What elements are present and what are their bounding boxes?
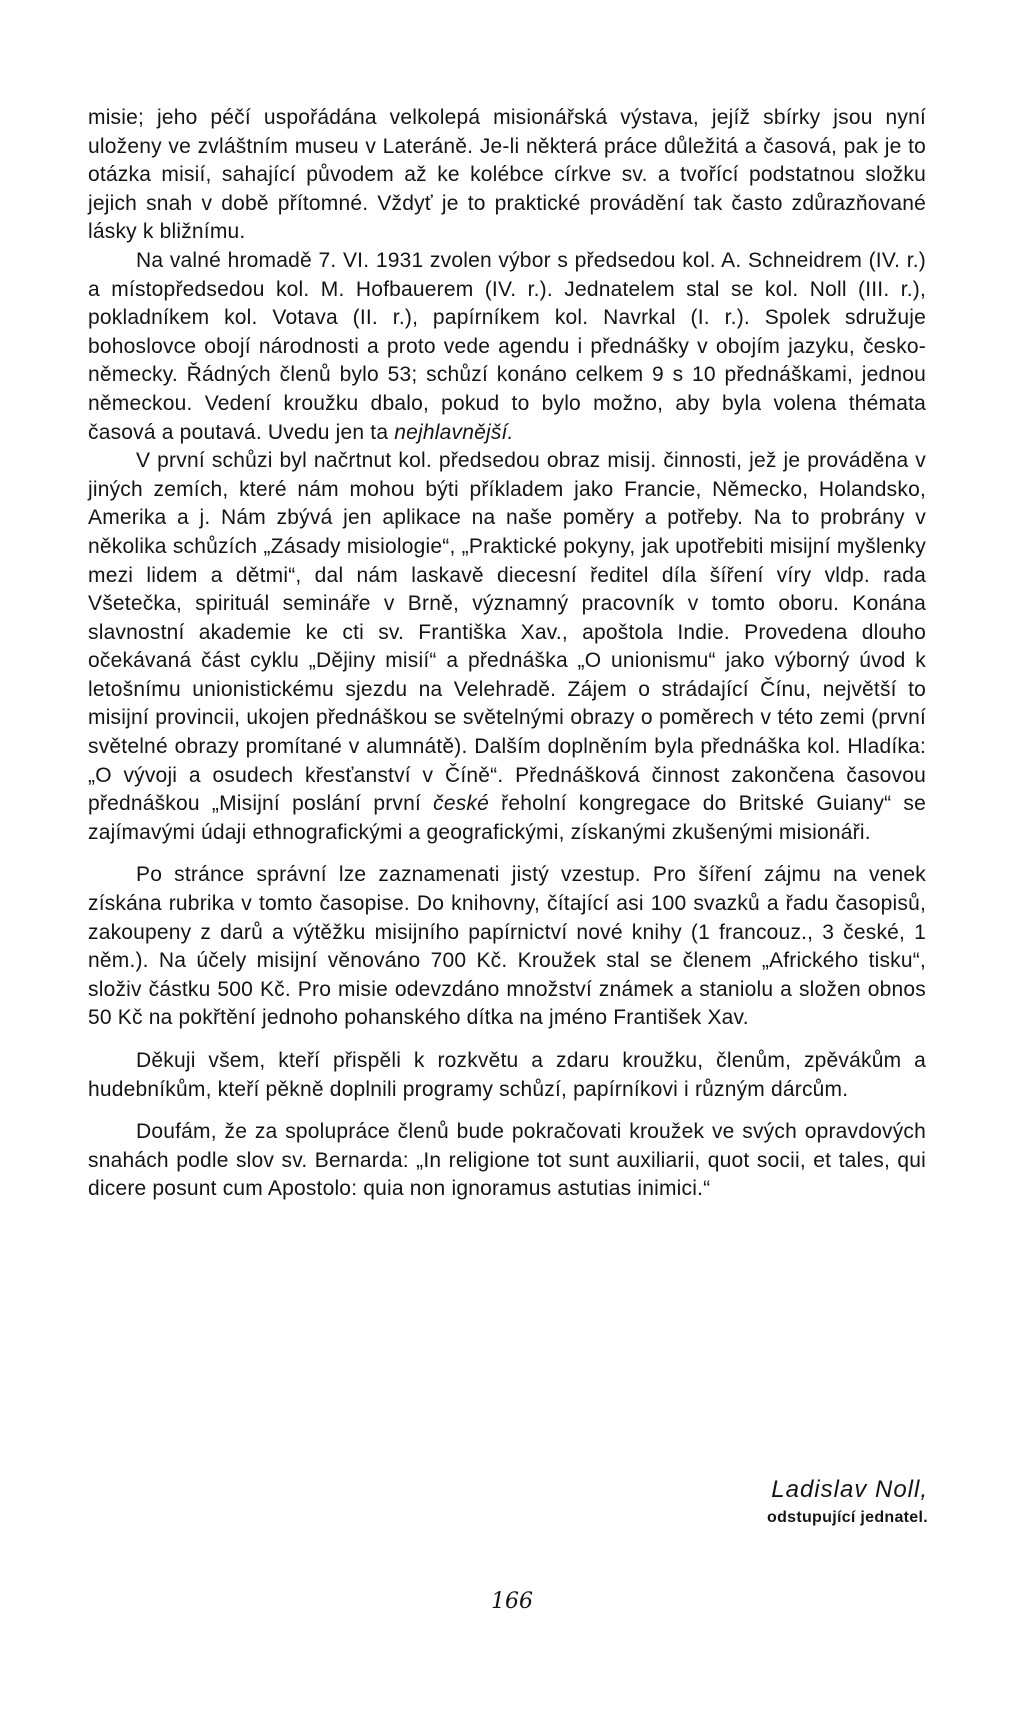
- body-text: [88, 104, 926, 1204]
- paragraph-3-text-end: řeholní kongregace do Britské Guiany“ se zajímavými údaji ethnografickými a geografickými, získanými zkušenými misionáři.: [88, 792, 926, 844]
- paragraph-3-text: V první schůzi byl načrtnut kol. předsedou obraz misij. činnosti, jež je prováděna v jiných zemích, které nám mohou býti příkladem jako Francie, Německo, Holandsko, Amerika a j. Nám zbývá jen aplikace na naše poměry a potřeby. Na to probrány v několika schůzích „Zásady misiologie“, „Praktické pokyny, jak upotřebiti misijní myšlenky mezi lidem a dětmi“, dal nám laskavě diecesní ředitel díla šíření víry vldp. rada Všetečka, spirituál semináře v Brně, významný pracovník v tomto oboru. Konána slavnostní akademie ke cti sv. Františka Xav., apoštola Indie. Provedena dlouho očekávaná část cyklu „Dějiny misií“ a přednáška „O unionismu“ jako výborný úvod k letošnímu unionistickému sjezdu na Velehradě. Zájem o strádající Čínu, největší to misijní provincii, ukojen přednáškou se světelnými obrazy o poměrech v této zemi (první světelné obrazy promítané v alumnátě). Dalším doplněním byla přednáška kol. Hladíka: „O vývoji a osudech křesťanství v Číně“. Přednášková činnost zakončena časovou přednáškou „Misijní poslání první: [88, 449, 926, 816]
- paragraph-6: [88, 1118, 926, 1204]
- paragraph-3: [88, 447, 926, 847]
- paragraph-5: [88, 1047, 926, 1104]
- signature-block: [767, 1475, 928, 1531]
- paragraph-5-text: Děkuji všem, kteří přispěli k rozkvětu a zdaru kroužku, členům, zpěvákům a hudebníkům, kteří pěkně doplnili programy schůzí, papírníkovi i různým dárcům.: [88, 1049, 926, 1101]
- signature-name: Ladislav Noll,: [771, 1476, 928, 1503]
- paragraph-6-text: Doufám, že za spolupráce členů bude pokračovati kroužek ve svých opravdových snahách podle slov sv. Bernarda: „In religione tot sunt auxiliarii, quot socii, et tales, qui dicere posunt cum Apostolo: quia non ignoramus astutias inimici.“: [88, 1120, 926, 1201]
- paragraph-2-emphasis: nejhlavnější.: [394, 420, 514, 444]
- paragraph-3-emphasis: české: [433, 792, 490, 816]
- page-number: 166: [491, 1589, 533, 1614]
- paragraph-4-text: Po stránce správní lze zaznamenati jistý vzestup. Pro šíření zájmu na venek získána rubrika v tomto časopise. Do knihovny, čítající asi 100 svazků a řadu časopisů, zakoupeny z darů a výtěžku misijního papírnictví nové knihy (1 francouz., 3 české, 1 něm.). Na účely misijní věnováno 700 Kč. Kroužek stal se členem „Afrického tisku“, složiv částku 500 Kč. Pro misie odevzdáno množství známek a staniolu a složen obnos 50 Kč na pokřtění jednoho pohanského dítka na jméno František Xav.: [88, 863, 926, 1030]
- paragraph-2-text: Na valné hromadě 7. VI. 1931 zvolen výbor s předsedou kol. A. Schneidrem (IV. r.) a místopředsedou kol. M. Hofbauerem (IV. r.). Jednatelem stal se kol. Noll (III. r.), pokladníkem kol. Votava (II. r.), papírníkem kol. Navrkal (I. r.). Spolek sdružuje bohoslovce obojí národnosti a proto vede agendu i přednášky v obojím jazyku, česko-německy. Řádných členů bylo 53; schůzí konáno celkem 9 s 10 přednáškami, jednou německou. Vedení kroužku dbalo, pokud to bylo možno, aby byla volena thémata časová a poutavá. Uvedu jen ta: [88, 248, 926, 444]
- paragraph-1-text: misie; jeho péčí uspořádána velkolepá misionářská výstava, jejíž sbírky jsou nyní uloženy ve zvláštním museu v Lateráně. Je-li některá práce důležitá a časová, pak je to otázka misií, sahající původem až ke kolébce církve sv. a tvořící podstatnou složku jejich snah v době přítomné. Vždyť je to praktické provádění tak často zdůrazňované lásky k bližnímu.: [88, 106, 926, 244]
- paragraph-1: [88, 104, 926, 247]
- signature-role: odstupující jednatel.: [767, 1509, 928, 1526]
- paragraph-4: [88, 861, 926, 1033]
- paragraph-2: [88, 247, 926, 447]
